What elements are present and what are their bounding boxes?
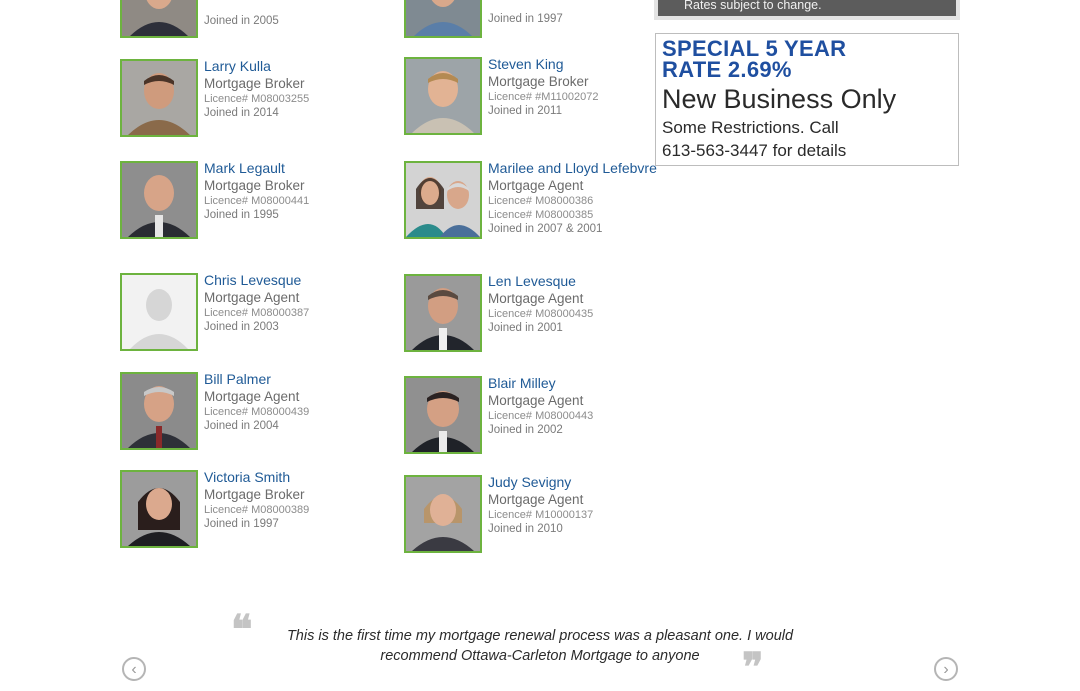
agent-joined: Joined in 2001 <box>488 322 563 334</box>
agent-role: Mortgage Broker <box>204 178 305 193</box>
agent-licence: Licence# M08000439 <box>204 406 310 418</box>
agent-photo-placeholder[interactable] <box>120 273 198 351</box>
agent-licence: Licence# M08000441 <box>204 195 310 207</box>
agent-licence: Licence# M08000389 <box>204 504 310 516</box>
agent-joined: Joined in 2002 <box>488 424 563 436</box>
agent-licence: Licence# M08003255 <box>204 93 310 105</box>
agent-role: Mortgage Agent <box>204 290 300 305</box>
agent-name-link[interactable]: Larry Kulla <box>204 58 271 74</box>
agent-name-link[interactable]: Mark Legault <box>204 160 285 176</box>
agent-name-link[interactable]: Victoria Smith <box>204 469 291 485</box>
agent-photo[interactable] <box>120 59 198 137</box>
agent-role: Mortgage Broker <box>204 487 305 502</box>
promo-note-line2: 613-563-3447 for details <box>662 141 847 160</box>
agent-photo[interactable] <box>404 376 482 454</box>
arrow-left-circle-icon[interactable]: ‹ <box>122 657 146 681</box>
agent-joined: Joined in 2005 <box>204 15 279 27</box>
promo-subtitle: New Business Only <box>662 84 897 114</box>
agent-name-link[interactable]: Blair Milley <box>488 375 556 391</box>
agent-role: Mortgage Broker <box>204 76 305 91</box>
agent-joined: Joined in 1997 <box>488 13 563 25</box>
agent-photo[interactable] <box>120 0 198 38</box>
agent-joined: Joined in 2011 <box>488 105 562 117</box>
promo-headline-line1: SPECIAL 5 YEAR <box>662 36 847 61</box>
agent-photo[interactable] <box>404 161 482 239</box>
agent-licence: Licence# M08000443 <box>488 410 594 422</box>
agent-name-link[interactable]: Judy Sevigny <box>488 474 572 490</box>
agent-photo[interactable] <box>120 161 198 239</box>
agent-photo[interactable] <box>120 470 198 548</box>
agent-photo[interactable] <box>404 0 482 38</box>
agent-role: Mortgage Broker <box>488 74 589 89</box>
agent-name-link[interactable]: Chris Levesque <box>204 272 302 288</box>
agent-licence: Licence# M08000387 <box>204 307 310 319</box>
rates-notice-bar <box>654 0 960 20</box>
agent-role: Mortgage Agent <box>204 389 300 404</box>
agent-photo[interactable] <box>404 57 482 135</box>
agent-photo[interactable] <box>404 475 482 553</box>
agent-licence: Licence# M08000435 <box>488 308 594 320</box>
agent-photo[interactable] <box>120 372 198 450</box>
quote-open-icon: ❝ <box>231 606 253 653</box>
testimonial-text: This is the first time my mortgage renewal process was a pleasant one. I would recommend Ottawa-Carleton Mortgage to anyone <box>286 628 794 664</box>
agent-joined: Joined in 2014 <box>204 107 279 119</box>
agent-joined: Joined in 2010 <box>488 523 563 535</box>
agent-joined: Joined in 2007 & 2001 <box>488 223 603 235</box>
agent-role: Mortgage Agent <box>488 492 584 507</box>
promo-box[interactable] <box>655 33 959 166</box>
promo-headline-line2: RATE 2.69% <box>662 57 792 82</box>
agent-joined: Joined in 1995 <box>204 209 279 221</box>
agent-licence: Licence# M08000386 <box>488 195 594 207</box>
agent-name-link[interactable]: Len Levesque <box>488 273 576 289</box>
arrow-right-circle-icon[interactable]: › <box>934 657 958 681</box>
agent-name-link[interactable]: Steven King <box>488 56 564 72</box>
agent-joined: Joined in 1997 <box>204 518 279 530</box>
agent-joined: Joined in 2003 <box>204 321 279 333</box>
agent-joined: Joined in 2004 <box>204 420 279 432</box>
agent-licence: Licence# M10000137 <box>488 509 594 521</box>
promo-note-line1: Some Restrictions. Call <box>662 118 839 137</box>
rates-notice-text: Rates subject to change. <box>658 0 956 16</box>
agent-name-link[interactable]: Marilee and Lloyd Lefebvre <box>488 160 657 176</box>
quote-close-icon: ❞ <box>742 644 764 691</box>
agent-licence: Licence# M08000385 <box>488 209 594 221</box>
agent-role: Mortgage Agent <box>488 291 584 306</box>
agent-name-link[interactable]: Bill Palmer <box>204 371 271 387</box>
agent-photo[interactable] <box>404 274 482 352</box>
agent-licence: Licence# #M11002072 <box>488 91 599 103</box>
agent-role: Mortgage Agent <box>488 178 584 193</box>
agent-role: Mortgage Agent <box>488 393 584 408</box>
